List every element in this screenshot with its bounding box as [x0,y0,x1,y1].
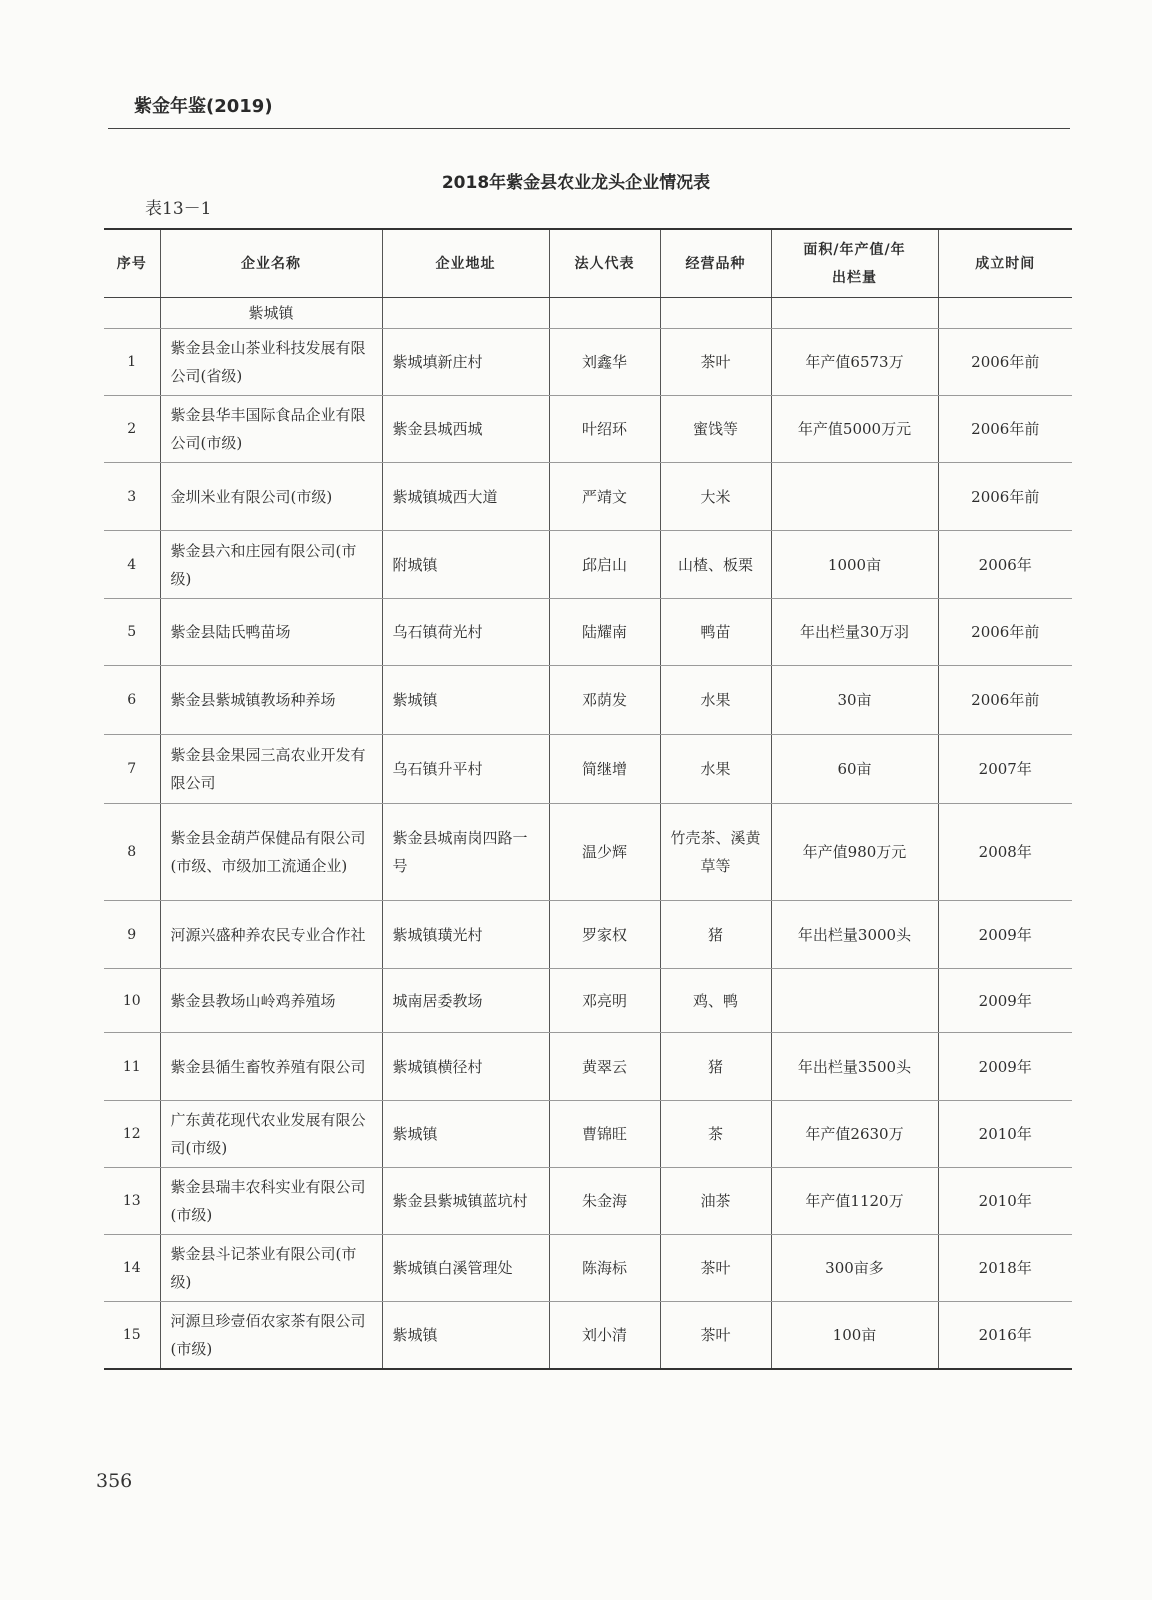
cell-product: 油茶 [660,1168,771,1235]
cell-address: 紫城镇白溪管理处 [382,1235,549,1302]
cell-address: 城南居委教场 [382,969,549,1033]
cell-product: 茶叶 [660,1235,771,1302]
cell-area-value: 300亩多 [771,1235,938,1302]
cell-address: 紫城镇横径村 [382,1033,549,1101]
table-row [104,463,1072,531]
cell-no: 9 [104,901,160,969]
column-header-name: 企业名称 [160,229,382,298]
cell-name: 紫金县金山茶业科技发展有限公司(省级) [160,329,382,396]
cell-product: 水果 [660,666,771,735]
cell-product: 蜜饯等 [660,396,771,463]
table-row [104,901,1072,969]
cell-address: 紫城填新庄村 [382,329,549,396]
cell-founded: 2010年 [938,1101,1072,1168]
cell-area-value: 年产值5000万元 [771,396,938,463]
table-row [104,1168,1072,1235]
town-label: 紫城镇 [160,298,382,329]
cell-no: 5 [104,599,160,666]
cell-name: 紫金县斗记茶业有限公司(市级) [160,1235,382,1302]
cell-product: 茶叶 [660,329,771,396]
cell-representative: 曹锦旺 [549,1101,660,1168]
cell-founded: 2006年前 [938,463,1072,531]
cell-founded: 2010年 [938,1168,1072,1235]
cell-area-value: 年产值2630万 [771,1101,938,1168]
column-header-no: 序号 [104,229,160,298]
cell-no: 3 [104,463,160,531]
cell-no: 7 [104,735,160,804]
cell-founded: 2007年 [938,735,1072,804]
cell-founded: 2009年 [938,1033,1072,1101]
cell-representative: 黄翠云 [549,1033,660,1101]
cell-representative: 简继增 [549,735,660,804]
table-header-row [104,229,1072,298]
cell-product: 大米 [660,463,771,531]
cell-name: 紫金县六和庄园有限公司(市级) [160,531,382,599]
running-header-title: 紫金年鉴(2019) [134,96,273,117]
cell-area-value: 年出栏量3000头 [771,901,938,969]
cell-no: 12 [104,1101,160,1168]
column-header-representative: 法人代表 [549,229,660,298]
cell-founded: 2006年前 [938,329,1072,396]
cell-product: 山楂、板栗 [660,531,771,599]
cell-no: 14 [104,1235,160,1302]
table-row [104,396,1072,463]
cell-representative: 刘鑫华 [549,329,660,396]
cell-name: 河源旦珍壹佰农家茶有限公司(市级) [160,1302,382,1370]
table-number: 表13－1 [145,199,212,219]
table-row [104,1302,1072,1370]
table-row [104,804,1072,901]
cell-area-value [771,969,938,1033]
cell-no: 15 [104,1302,160,1370]
enterprise-table [104,228,1072,1370]
cell-area-value [771,463,938,531]
cell-representative: 严靖文 [549,463,660,531]
cell-area-value: 年出栏量3500头 [771,1033,938,1101]
cell-representative: 罗家权 [549,901,660,969]
cell-product: 竹壳茶、溪黄草等 [660,804,771,901]
table-row [104,666,1072,735]
cell-founded: 2006年前 [938,599,1072,666]
cell-name: 紫金县瑞丰农科实业有限公司(市级) [160,1168,382,1235]
cell-area-value: 60亩 [771,735,938,804]
cell-address: 紫城镇 [382,1101,549,1168]
cell-founded: 2006年前 [938,666,1072,735]
column-header-founded: 成立时间 [938,229,1072,298]
cell-product: 鸭苗 [660,599,771,666]
cell-name: 紫金县循生畜牧养殖有限公司 [160,1033,382,1101]
cell-representative: 陈海标 [549,1235,660,1302]
cell-area-value: 1000亩 [771,531,938,599]
cell-founded: 2008年 [938,804,1072,901]
cell-product: 猪 [660,901,771,969]
cell-address: 紫金县紫城镇蓝坑村 [382,1168,549,1235]
cell-area-value: 年产值6573万 [771,329,938,396]
cell-representative: 朱金海 [549,1168,660,1235]
cell-representative: 邓荫发 [549,666,660,735]
column-header-area-value: 面积/年产值/年出栏量 [771,229,938,298]
header-divider [108,128,1070,129]
table-row [104,531,1072,599]
page-number: 356 [96,1470,133,1492]
cell-founded: 2009年 [938,969,1072,1033]
cell-address: 紫金县城南岗四路一号 [382,804,549,901]
column-header-address: 企业地址 [382,229,549,298]
cell-product: 茶叶 [660,1302,771,1370]
table-row [104,329,1072,396]
cell-address: 紫城镇 [382,1302,549,1370]
cell-name: 河源兴盛种养农民专业合作社 [160,901,382,969]
cell-name: 紫金县金葫芦保健品有限公司(市级、市级加工流通企业) [160,804,382,901]
cell-product: 茶 [660,1101,771,1168]
cell-name: 金圳米业有限公司(市级) [160,463,382,531]
cell-address: 乌石镇升平村 [382,735,549,804]
table-row [104,1033,1072,1101]
cell-name: 广东黄花现代农业发展有限公司(市级) [160,1101,382,1168]
cell-product: 水果 [660,735,771,804]
cell-no: 11 [104,1033,160,1101]
cell-address: 附城镇 [382,531,549,599]
cell-name: 紫金县紫城镇教场种养场 [160,666,382,735]
cell-founded: 2006年前 [938,396,1072,463]
cell-product: 鸡、鸭 [660,969,771,1033]
cell-no: 1 [104,329,160,396]
cell-representative: 邱启山 [549,531,660,599]
cell-name: 紫金县陆氏鸭苗场 [160,599,382,666]
cell-no: 8 [104,804,160,901]
cell-no: 2 [104,396,160,463]
cell-founded: 2016年 [938,1302,1072,1370]
cell-name: 紫金县华丰国际食品企业有限公司(市级) [160,396,382,463]
column-header-product: 经营品种 [660,229,771,298]
table-row [104,1235,1072,1302]
cell-representative: 邓亮明 [549,969,660,1033]
cell-address: 紫城镇城西大道 [382,463,549,531]
cell-founded: 2009年 [938,901,1072,969]
cell-address: 紫金县城西城 [382,396,549,463]
cell-representative: 刘小清 [549,1302,660,1370]
cell-no: 10 [104,969,160,1033]
cell-area-value: 年出栏量30万羽 [771,599,938,666]
cell-founded: 2006年 [938,531,1072,599]
town-group-row [104,298,1072,329]
cell-area-value: 年产值1120万 [771,1168,938,1235]
table-row [104,1101,1072,1168]
cell-area-value: 100亩 [771,1302,938,1370]
cell-representative: 陆耀南 [549,599,660,666]
enterprise-table-container [104,228,1072,1370]
cell-product: 猪 [660,1033,771,1101]
table-row [104,599,1072,666]
table-row [104,735,1072,804]
cell-no: 6 [104,666,160,735]
cell-address: 乌石镇荷光村 [382,599,549,666]
cell-name: 紫金县金果园三高农业开发有限公司 [160,735,382,804]
cell-area-value: 年产值980万元 [771,804,938,901]
cell-name: 紫金县教场山岭鸡养殖场 [160,969,382,1033]
cell-address: 紫城镇璜光村 [382,901,549,969]
cell-representative: 叶绍环 [549,396,660,463]
table-title: 2018年紫金县农业龙头企业情况表 [441,173,711,193]
cell-representative: 温少辉 [549,804,660,901]
cell-area-value: 30亩 [771,666,938,735]
cell-founded: 2018年 [938,1235,1072,1302]
cell-address: 紫城镇 [382,666,549,735]
cell-no: 4 [104,531,160,599]
table-row [104,969,1072,1033]
cell-no: 13 [104,1168,160,1235]
